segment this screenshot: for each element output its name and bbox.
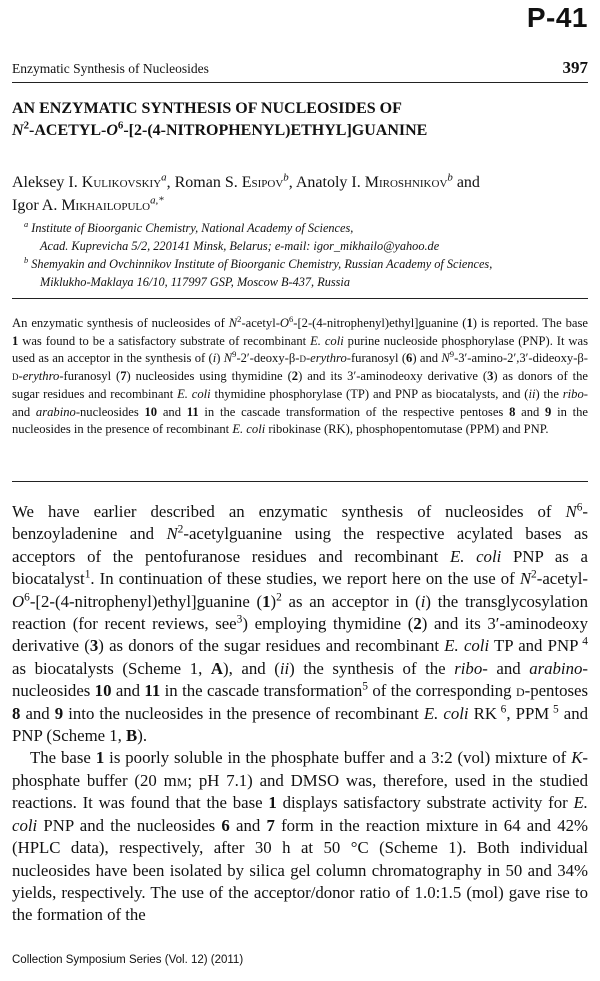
footer: Collection Symposium Series (Vol. 12) (2011): [12, 954, 244, 966]
abstract: An enzymatic synthesis of nucleosides of $N^2-acetyl-O^6-[2-(4-nitrophenyl)ethyl]guanine$ (1) is reported. The base 1 was found to be a satisfactory substrate of recombinant E. coli purine nucleoside phosphorylase (PNP). It was used as an acceptor in the synthesis of (i) $N^9-2'-deoxy-\beta-d-erythro$-furanosyl (6) and $N^9-3'-amino-2',3'-dideoxy-\beta-d-erythro$-furanosyl (7) nucleosides using thymidine (2) and its 3′-aminodeoxy derivative (3) as donors of the sugar residues and recombinant E. coli thymidine phosphorylase (TP) and PNP as biocatalysts, and (ii) the ribo- and arabino-nucleosides 10 and 11 in the cascade transformation of the respective pentoses 8 and 9 in the nucleosides in the presence of recombinant E. coli ribokinase (RK), phosphopentomutase (PPM) and PNP.: [12, 313, 588, 437]
paragraph: We have earlier described an enzymatic synthesis of nucleosides of $N^6$-benzoyladenine and $N^2$-acetylguanine using the respective acylated bases as acceptors of the pentofuranose residues and recombinant E. coli PNP as a biocatalyst$^1$. In continuation of these studies, we report here on the use of $N^2-acetyl-O^6-[2-(4-nitrophenyl)ethyl]guanine$ $(1)^2$ as an acceptor in (i) the transglycosylation reaction (for recent reviews, see$^3$) employing thymidine (2) and its 3′-aminodeoxy derivative (3) as donors of the sugar residues and recombinant E. coli TP and PNP $^4$ as biocatalysts (Scheme 1, A), and (ii) the synthesis of the ribo- and arabino-nucleosides 10 and 11 in the cascade transformation$^5$ of the corresponding d-pentoses 8 and 9 into the nucleosides in the presence of recombinant E. coli RK $^6$, PPM $^5$ and PNP (Scheme 1, B).: [12, 501, 589, 746]
paragraph: The base 1 is poorly soluble in the phosphate buffer and a 3:2 (vol) mixture of K-phosphate buffer (20 mm; pH 7.1) and DMSO was, therefore, used in the studied reactions. It was found that the base 1 displays satisfactory substrate activity for E. coli PNP and the nucleosides 6 and 7 form in the reaction mixture in 64 and 42% (HPLC data), respectively, after 30 h at 50 °C (Scheme 1). Both individual nucleosides have been isolated by silica gel column chromatography in 50 and 34% yields, respectively. The use of the acceptor/donor ratio of 1.0:1.5 (mol) gave rise to the formation of the: [12, 748, 588, 925]
author-list: Aleksey I. Kulikovskiy$^a$, Roman S. Esipov$^b$, Anatoly I. Miroshnikov$^b$ and Igor A. Mikhailopulo$^{a,*}$: [12, 171, 480, 214]
page-id: P-41: [526, 2, 588, 33]
body-text: [12, 501, 588, 927]
page-number: 397: [562, 58, 588, 77]
running-head: [12, 60, 588, 83]
affiliation-b: $^b$ Shemyakin and Ovchinnikov Institute of Bioorganic Chemistry, Russian Academy of Sciences, Miklukho-Maklaya 16/10, 117997 GSP, Moscow B-437, Russia: [24, 255, 493, 289]
affiliation-a: $^a$ Institute of Bioorganic Chemistry, National Academy of Sciences, Acad. Kuprevicha 5/2, 220141 Minsk, Belarus; e-mail: igor_mikhailo@yahoo.de: [24, 219, 440, 253]
article-title: AN ENZYMATIC SYNTHESIS OF NUCLEOSIDES OF $N^2-ACETYL-O^6-[2-(4-NITROPHENYL)ETHYL]GUANINE$: [12, 100, 428, 139]
divider: [12, 481, 588, 482]
running-head-title: Enzymatic Synthesis of Nucleosides: [12, 61, 209, 76]
divider: [12, 298, 588, 299]
